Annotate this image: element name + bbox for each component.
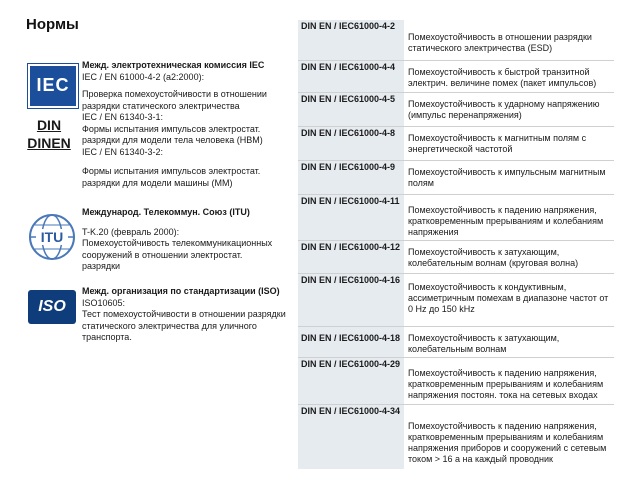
- standard-code: DIN EN / IEC61000-4-9: [298, 161, 404, 194]
- standard-code: DIN EN / IEC61000-4-34: [298, 405, 404, 469]
- standard-code: DIN EN / IEC61000-4-8: [298, 127, 404, 160]
- org-line: Формы испытания импульсов электростат.: [82, 123, 261, 134]
- table-row: [298, 126, 614, 160]
- standard-code: DIN EN / IEC61000-4-12: [298, 241, 404, 273]
- org-iec: [24, 60, 294, 195]
- table-row: [298, 194, 614, 240]
- standards-table: [298, 20, 614, 469]
- standard-desc: Помехоустойчивость к затухающим, колебательным волнам: [408, 333, 560, 354]
- standard-desc: Помехоустойчивость к магнитным полям с энергетической частотой: [408, 133, 587, 154]
- table-row: [298, 20, 614, 60]
- org-line: статического электричества для уличного: [82, 320, 257, 331]
- org-line: разрядки для модели тела человека (HBM): [82, 135, 263, 145]
- standard-desc: Помехоустойчивость к ударному напряжению (импульс перенапряжения): [408, 99, 600, 120]
- org-line: разрядки статического электричества: [82, 100, 240, 111]
- org-line: транспорта.: [82, 332, 132, 342]
- org-line: Формы испытания импульсов электростат.: [82, 166, 261, 176]
- org-line: T-K.20 (февраль 2000):: [82, 226, 180, 237]
- standard-code: DIN EN / IEC61000-4-16: [298, 274, 404, 326]
- standard-desc: Помехоустойчивость к затухающим, колебательным волнам (круговая волна): [408, 247, 579, 268]
- org-name: Межд. электротехническая комиссия IEC: [82, 60, 265, 70]
- standard-desc: Помехоустойчивость в отношении разрядки статического электричества (ESD): [408, 32, 592, 53]
- org-line: разрядки для модели машины (MM): [82, 177, 233, 188]
- org-itu: [24, 207, 294, 282]
- table-row: [298, 160, 614, 194]
- din-logo-bottom: DINEN: [27, 135, 71, 151]
- standard-desc: Помехоустойчивость к быстрой транзитной электрич. величине помех (пакет импульсов): [408, 67, 597, 88]
- iso-logo: ISO: [28, 290, 76, 324]
- org-name: Международ. Телекоммун. Союз (ITU): [82, 207, 250, 217]
- org-line: Проверка помехоустойчивости в отношении: [82, 89, 267, 99]
- standard-desc: Помехоустойчивость к падению напряжения, кратковременным прерываниям и колебаниям напряжения приборов и сооружений с сетевым током > 16 а на каждый проводник: [408, 421, 607, 464]
- page-title: Нормы: [26, 16, 79, 33]
- org-line: IEC / EN 61340-3-1:: [82, 112, 164, 122]
- org-iso: [24, 286, 294, 346]
- org-name: Межд. организация по стандартизации (ISO): [82, 286, 280, 296]
- table-row: [298, 326, 614, 357]
- org-line: Помехоустойчивость телекоммуникационных: [82, 238, 273, 248]
- table-row: [298, 273, 614, 326]
- standard-code: DIN EN / IEC61000-4-5: [298, 93, 404, 126]
- standard-code: DIN EN / IEC61000-4-18: [298, 327, 404, 357]
- svg-text:ITU: ITU: [40, 229, 64, 245]
- standard-code: DIN EN / IEC61000-4-29: [298, 358, 404, 404]
- standard-code: DIN EN / IEC61000-4-2: [298, 20, 404, 60]
- itu-logo: [26, 211, 78, 263]
- org-line: Тест помехоустойчивости в отношении разрядки: [82, 309, 286, 319]
- org-line: ISO10605:: [82, 297, 126, 308]
- standard-code: DIN EN / IEC61000-4-4: [298, 61, 404, 92]
- standard-code: DIN EN / IEC61000-4-11: [298, 195, 404, 240]
- din-logo-top: DIN: [36, 117, 62, 133]
- standard-desc: Помехоустойчивость к кондуктивным, ассиметричным помехам в диапазоне частот от 0 Hz до 150 kHz: [408, 282, 609, 314]
- org-line: IEC / EN 61000-4-2 (a2:2000):: [82, 71, 205, 82]
- table-row: [298, 404, 614, 469]
- table-row: [298, 92, 614, 126]
- table-row: [298, 60, 614, 92]
- iec-logo: IEC: [28, 64, 78, 108]
- din-logo: [24, 116, 74, 152]
- org-line: разрядки: [82, 261, 121, 271]
- org-line: IEC / EN 61340-3-2:: [82, 146, 164, 157]
- table-row: [298, 240, 614, 273]
- table-row: [298, 357, 614, 404]
- org-line: сооружений в отношении электростат.: [82, 249, 243, 260]
- standard-desc: Помехоустойчивость к падению напряжения, кратковременным прерываниям и колебаниям напряжения: [408, 205, 604, 237]
- standard-desc: Помехоустойчивость к падению напряжения, кратковременным прерываниям и колебаниям напряжения постоян. тока на сетевых входах: [408, 368, 604, 400]
- standard-desc: Помехоустойчивость к импульсным магнитным полям: [408, 167, 606, 188]
